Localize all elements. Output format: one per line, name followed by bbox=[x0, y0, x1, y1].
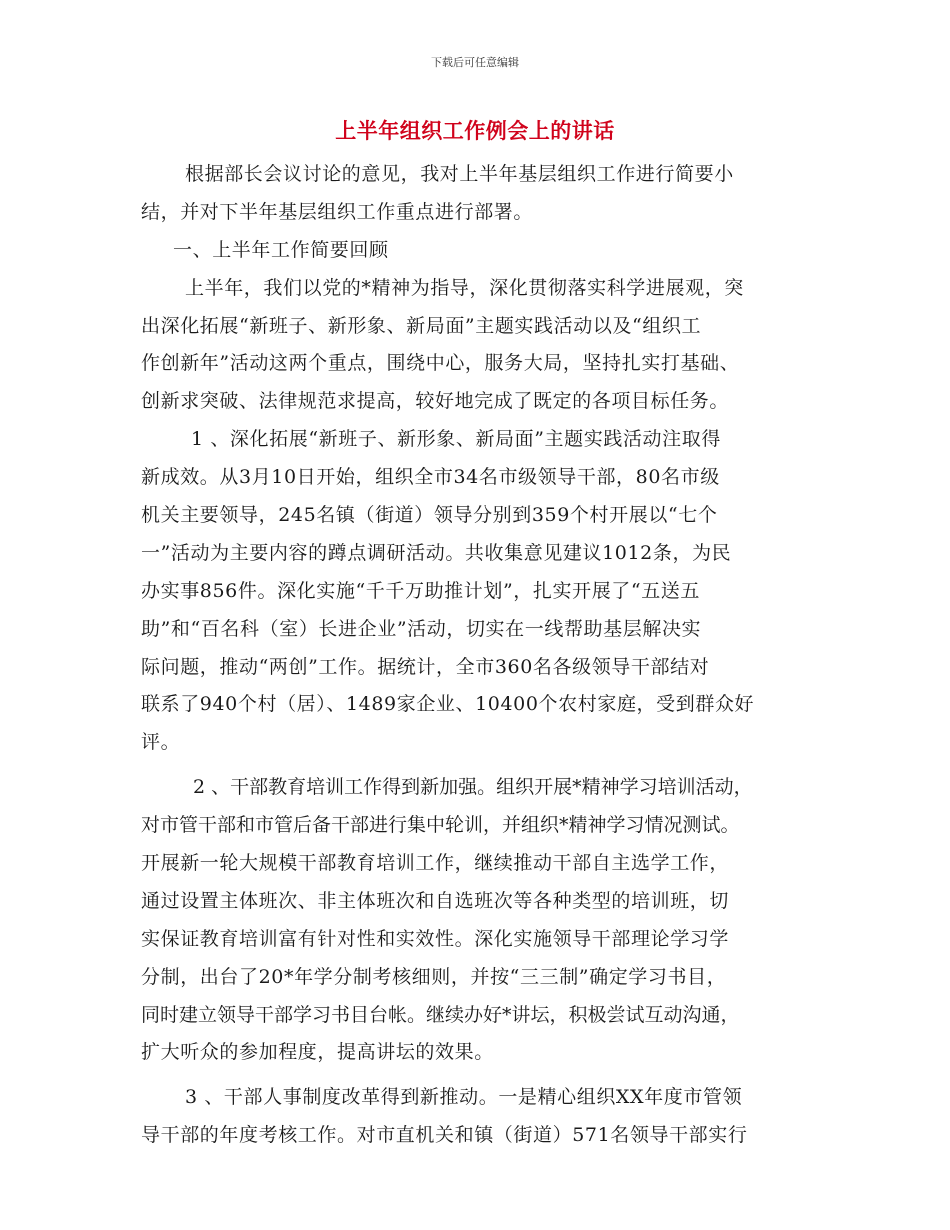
paragraph-line: 1 、深化拓展“新班子、新形象、新局面”主题实践活动注取得 bbox=[191, 428, 721, 451]
paragraph-line: 同时建立领导干部学习书目台帐。继续办好*讲坛，积极尝试互动沟通， bbox=[141, 1003, 740, 1026]
paragraph-line: 分制，出台了20*年学分制考核细则，并按“三三制”确定学习书目， bbox=[141, 965, 727, 988]
paragraph-line: 出深化拓展“新班子、新形象、新局面”主题实践活动以及“组织工 bbox=[141, 314, 702, 337]
paragraph-line: 结，并对下半年基层组织工作重点进行部署。 bbox=[141, 200, 534, 223]
paragraph-line: 助”和“百名科（室）长进企业”活动，切实在一线帮助基层解决实 bbox=[141, 617, 702, 640]
paragraph-line: 开展新一轮大规模干部教育培训工作，继续推动干部自主选学工作， bbox=[141, 852, 730, 875]
paragraph-line: 根据部长会议讨论的意见，我对上半年基层组织工作进行简要小 bbox=[185, 163, 734, 185]
document-body bbox=[141, 156, 823, 1155]
paragraph-line: 联系了940个村（居）、1489家企业、10400个农村家庭，受到群众好 bbox=[141, 693, 755, 716]
paragraph-line: 新成效。从3月10日开始，组织全市34名市级领导干部，80名市级 bbox=[141, 466, 720, 489]
document-title: 上半年组织工作例会上的讲话 bbox=[335, 119, 615, 143]
paragraph-line: 机关主要领导，245名镇（街道）领导分别到359个村开展以“七个 bbox=[141, 504, 718, 527]
paragraph-line: 际问题，推动“两创”工作。据统计，全市360名各级领导干部结对 bbox=[141, 655, 710, 678]
paragraph-line: 2 、干部教育培训工作得到新加强。组织开展*精神学习培训活动， bbox=[193, 776, 753, 799]
paragraph-line: 3 、干部人事制度改革得到新推动。一是精心组织XX年度市管领 bbox=[185, 1086, 743, 1109]
paragraph-line: 对市管干部和市管后备干部进行集中轮训，并组织*精神学习情况测试。 bbox=[141, 814, 740, 837]
paragraph-line: 实保证教育培训富有针对性和实效性。深化实施领导干部理论学习学 bbox=[141, 927, 730, 950]
paragraph-line: 扩大听众的参加程度，提高讲坛的效果。 bbox=[141, 1041, 494, 1064]
paragraph-line: 创新求突破、法律规范求提高，较好地完成了既定的各项目标任务。 bbox=[141, 390, 730, 413]
paragraph-line: 导干部的年度考核工作。对市直机关和镇（街道）571名领导干部实行 bbox=[141, 1124, 748, 1147]
section-heading: 一、上半年工作简要回顾 bbox=[173, 238, 389, 261]
paragraph-line: 通过设置主体班次、非主体班次和自选班次等各种类型的培训班，切 bbox=[141, 889, 730, 912]
page-header-note: 下载后可任意编辑 bbox=[431, 56, 519, 69]
paragraph-line: 上半年，我们以党的*精神为指导，深化贯彻落实科学进展观，突 bbox=[185, 276, 744, 299]
paragraph-line: 办实事856件。深化实施“千千万助推计划”，扎实开展了“五送五 bbox=[141, 579, 701, 602]
paragraph-line: 评。 bbox=[141, 731, 181, 754]
paragraph-line: 一”活动为主要内容的蹲点调研活动。共收集意见建议1012条，为民 bbox=[141, 541, 732, 564]
paragraph-line: 作创新年”活动这两个重点，围绕中心，服务大局，坚持扎实打基础、 bbox=[141, 352, 740, 375]
